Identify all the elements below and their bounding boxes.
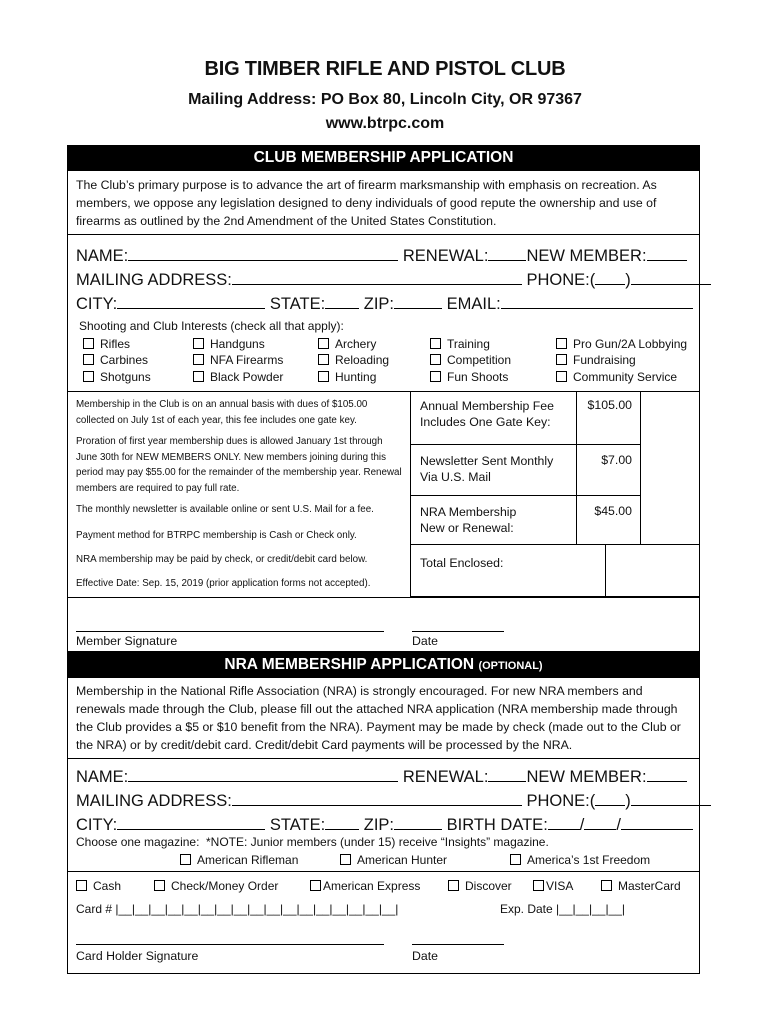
club-city-field[interactable] <box>117 293 265 309</box>
payment-cash[interactable]: Cash <box>76 879 121 893</box>
checkbox[interactable] <box>318 338 329 349</box>
checkbox[interactable] <box>430 354 441 365</box>
checkbox[interactable] <box>318 354 329 365</box>
note-nra-payment: NRA membership may be paid by check, or credit/debit card below. <box>76 554 368 565</box>
checkbox[interactable] <box>83 354 94 365</box>
nra-mailing-row: MAILING ADDRESS: PHONE:( ) <box>76 790 696 811</box>
exp-date-row: Exp. Date |__|__|__|__| <box>500 902 626 916</box>
exp-date-field[interactable]: |__|__|__|__| <box>556 902 626 916</box>
interest-option-pro-gun-2a-lobbying[interactable]: Pro Gun/2A Lobbying <box>556 337 687 351</box>
interest-option-competition[interactable]: Competition <box>430 353 511 367</box>
nra-phone-area-field[interactable] <box>595 790 625 806</box>
card-number-field[interactable]: |__|__|__|__|__|__|__|__|__|__|__|__|__|__|__|__|__| <box>115 902 399 916</box>
checkbox[interactable] <box>193 354 204 365</box>
interest-option-hunting[interactable]: Hunting <box>318 370 376 384</box>
club-phone-field[interactable] <box>631 269 711 285</box>
nra-zip-field[interactable] <box>394 814 442 830</box>
club-mailing-field[interactable] <box>232 269 522 285</box>
note-proration: Proration of first year membership dues is allowed January 1st through June 30th for NEW MEMBERS ONLY. New members joining during this period may pay $55.00 for the remainder of the membership year. Renewal members are required to pay full rate. <box>76 436 402 494</box>
interest-option-archery[interactable]: Archery <box>318 337 376 351</box>
checkbox[interactable] <box>448 880 459 891</box>
payment-check[interactable]: Check/Money Order <box>154 879 278 893</box>
interest-option-shotguns[interactable]: Shotguns <box>83 370 151 384</box>
checkbox[interactable] <box>556 371 567 382</box>
divider <box>67 758 700 759</box>
checkbox[interactable] <box>556 338 567 349</box>
checkbox[interactable] <box>533 880 544 891</box>
member-date-field[interactable] <box>412 631 504 632</box>
checkbox[interactable] <box>318 371 329 382</box>
fee-table-left-border <box>410 391 411 597</box>
website: www.btrpc.com <box>325 115 445 132</box>
club-zip-field[interactable] <box>394 293 442 309</box>
checkbox[interactable] <box>83 338 94 349</box>
mailing-address: Mailing Address: PO Box 80, Lincoln City, OR 97367 <box>188 91 582 108</box>
nra-renewal-field[interactable] <box>488 766 526 782</box>
document-title: BIG TIMBER RIFLE AND PISTOL CLUB <box>204 58 566 80</box>
payment-visa[interactable]: VISA <box>533 879 573 893</box>
club-phone-area-field[interactable] <box>595 269 625 285</box>
nra-city-field[interactable] <box>117 814 265 830</box>
nra-mailing-field[interactable] <box>232 790 522 806</box>
club-city-row: CITY: STATE: ZIP: EMAIL: <box>76 293 696 314</box>
payment-mastercard[interactable]: MasterCard <box>601 879 681 893</box>
fee-col-divider <box>576 391 577 544</box>
club-email-field[interactable] <box>501 293 693 309</box>
interest-option-fun-shoots[interactable]: Fun Shoots <box>430 370 508 384</box>
checkbox[interactable] <box>310 880 321 891</box>
interest-option-carbines[interactable]: Carbines <box>83 353 148 367</box>
interests-label: Shooting and Club Interests (check all that apply): <box>79 319 344 333</box>
member-signature-field[interactable] <box>76 631 384 632</box>
checkbox[interactable] <box>430 338 441 349</box>
interest-option-nfa-firearms[interactable]: NFA Firearms <box>193 353 283 367</box>
club-purpose-text: The Club’s primary purpose is to advance the art of firearm marksmanship with emphasis on recreation. As members, we oppose any legislation designed to deny individuals of good repute the ownership and use of firearms as outlined by the 2nd Amendment of the United States Constitution. <box>76 178 657 228</box>
interest-option-training[interactable]: Training <box>430 337 490 351</box>
card-holder-signature-field[interactable] <box>76 944 384 945</box>
interest-option-rifles[interactable]: Rifles <box>83 337 130 351</box>
checkbox[interactable] <box>193 371 204 382</box>
fee-newsletter-label: Newsletter Sent Monthly Via U.S. Mail <box>420 454 554 484</box>
nra-city-row: CITY: STATE: ZIP: BIRTH DATE: / / <box>76 814 696 835</box>
fee-annual-label: Annual Membership Fee Includes One Gate Key: <box>420 399 554 429</box>
club-name-row: NAME: RENEWAL: NEW MEMBER: <box>76 245 696 266</box>
checkbox[interactable] <box>601 880 612 891</box>
card-date-field[interactable] <box>412 944 504 945</box>
club-new-member-field[interactable] <box>647 245 687 261</box>
member-date-label: Date <box>412 634 438 648</box>
club-name-field[interactable] <box>128 245 398 261</box>
nra-new-member-field[interactable] <box>647 766 687 782</box>
nra-name-field[interactable] <box>128 766 398 782</box>
nra-intro-text: Membership in the National Rifle Association (NRA) is strongly encouraged. For new NRA members and renewals made through the Club, please fill out the attached NRA application (NRA membership made through the Club provides a $5 or $10 benefit from the NRA). Payment may be made by check (made out to the Club or the NRA) or by credit/debit card. Credit/debit Card payments will be processed by the NRA. <box>76 684 681 752</box>
magazine-label: Choose one magazine: <box>76 835 200 849</box>
note-annual-dues: Membership in the Club is on an annual basis with dues of $105.00 collected on July 1st of each year, this fee includes one gate key. <box>76 399 368 426</box>
nra-birth-month-field[interactable] <box>548 814 580 830</box>
fee-newsletter-amount: $7.00 <box>601 453 632 467</box>
divider <box>67 597 700 598</box>
interest-option-black-powder[interactable]: Black Powder <box>193 370 283 384</box>
checkbox[interactable] <box>76 880 87 891</box>
total-enclosed-field[interactable] <box>606 545 699 596</box>
fee-row-divider <box>410 495 640 496</box>
payment-discover[interactable]: Discover <box>448 879 512 893</box>
magazine-note: *NOTE: Junior members (under 15) receive “Insights” magazine. <box>206 835 549 849</box>
club-section-heading: CLUB MEMBERSHIP APPLICATION <box>67 145 700 171</box>
note-effective-date: Effective Date: Sep. 15, 2019 (prior application forms not accepted). <box>76 578 371 589</box>
nra-birth-day-field[interactable] <box>584 814 616 830</box>
nra-state-field[interactable] <box>325 814 359 830</box>
club-state-field[interactable] <box>325 293 359 309</box>
club-renewal-field[interactable] <box>488 245 526 261</box>
fee-nra-label: NRA Membership New or Renewal: <box>420 505 517 535</box>
nra-phone-field[interactable] <box>631 790 711 806</box>
interest-option-fundraising[interactable]: Fundraising <box>556 353 636 367</box>
card-holder-signature-label: Card Holder Signature <box>76 949 199 963</box>
checkbox[interactable] <box>83 371 94 382</box>
nra-name-row: NAME: RENEWAL: NEW MEMBER: <box>76 766 696 787</box>
nra-birth-year-field[interactable] <box>621 814 693 830</box>
divider <box>67 234 700 235</box>
fee-nra-amount: $45.00 <box>594 504 632 518</box>
magazine-option-american-hunter[interactable]: American Hunter <box>340 853 447 867</box>
interest-option-reloading[interactable]: Reloading <box>318 353 389 367</box>
total-enclosed-label: Total Enclosed: <box>420 556 504 570</box>
member-signature-label: Member Signature <box>76 634 178 648</box>
card-date-label: Date <box>412 949 438 963</box>
interest-option-community-service[interactable]: Community Service <box>556 370 677 384</box>
fee-annual-amount-entry[interactable] <box>641 392 699 544</box>
checkbox[interactable] <box>510 854 521 865</box>
magazine-option-american-rifleman[interactable]: American Rifleman <box>180 853 298 867</box>
nra-section-heading: NRA MEMBERSHIP APPLICATION (OPTIONAL) <box>67 652 700 678</box>
checkbox[interactable] <box>193 338 204 349</box>
card-number-row: Card # |__|__|__|__|__|__|__|__|__|__|__|__|__|__|__|__|__| <box>76 902 399 916</box>
checkbox[interactable] <box>340 854 351 865</box>
fee-row-divider <box>410 444 640 445</box>
club-mailing-row: MAILING ADDRESS: PHONE:( ) <box>76 269 696 290</box>
divider <box>67 871 700 872</box>
checkbox[interactable] <box>430 371 441 382</box>
checkbox[interactable] <box>154 880 165 891</box>
checkbox[interactable] <box>180 854 191 865</box>
payment-amex[interactable]: American Express <box>310 879 420 893</box>
magazine-option-americas-1st-freedom[interactable]: America’s 1st Freedom <box>510 853 650 867</box>
fee-annual-amount: $105.00 <box>587 398 632 412</box>
checkbox[interactable] <box>556 354 567 365</box>
interest-option-handguns[interactable]: Handguns <box>193 337 265 351</box>
note-newsletter: The monthly newsletter is available online or sent U.S. Mail for a fee. <box>76 504 374 515</box>
note-payment-method: Payment method for BTRPC membership is Cash or Check only. <box>76 530 357 541</box>
